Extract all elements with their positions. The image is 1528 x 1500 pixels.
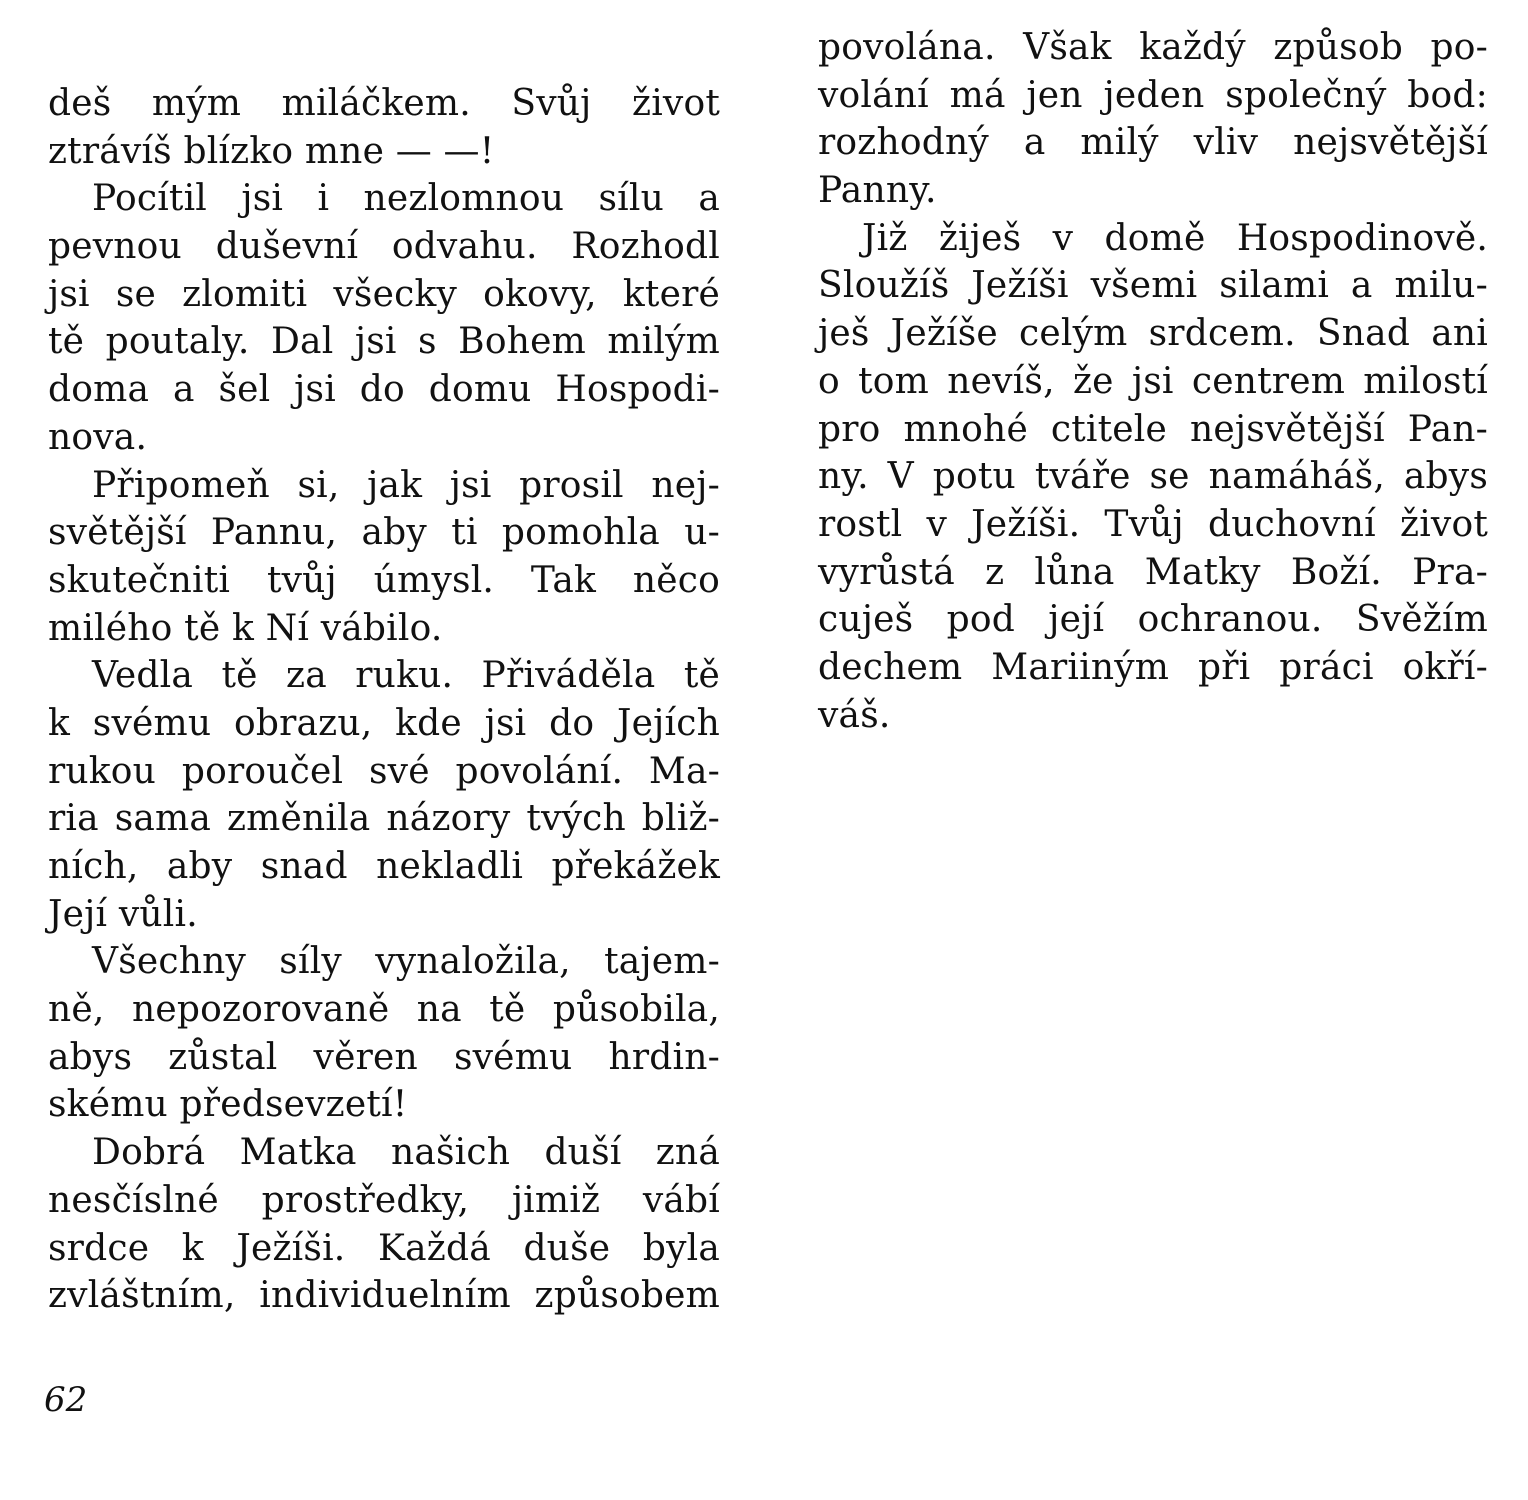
text-line: rozhodný a milý vliv nejsvětější: [818, 122, 1488, 164]
text-line: váš.: [818, 694, 891, 736]
text-line: Její vůli.: [48, 893, 198, 935]
text-line: nova.: [48, 416, 148, 458]
text-line: Panny.: [818, 170, 937, 212]
paragraph: [48, 80, 720, 175]
text-line: pro mnohé ctitele nejsvětější Pan-: [818, 408, 1488, 450]
text-line: o tom nevíš, že jsi centrem milostí: [818, 360, 1488, 402]
text-line: Již žiješ v domě Hospodinově.: [862, 217, 1488, 259]
text-line: doma a šel jsi do domu Hospodi-: [48, 369, 720, 411]
text-line: srdce k Ježíši. Každá duše byla: [48, 1227, 720, 1269]
text-line: deš mým miláčkem. Svůj život: [48, 83, 720, 124]
text-line: ně, nepozorovaně na tě působila,: [48, 989, 720, 1031]
text-line: tě poutaly. Dal jsi s Bohem milým: [48, 321, 720, 363]
text-line: cuješ pod její ochranou. Svěžím: [818, 599, 1488, 641]
paragraph: [48, 652, 720, 938]
paragraph: [48, 175, 720, 461]
text-line: Vedla tě za ruku. Přiváděla tě: [92, 655, 720, 697]
text-line: ria sama změnila názory tvých bliž-: [48, 798, 720, 840]
text-line: volání má jen jeden společný bod:: [818, 74, 1488, 116]
text-line: ních, aby snad nekladli překážek: [48, 846, 720, 887]
left-text-column: [48, 80, 720, 1320]
text-line: skutečniti tvůj úmysl. Tak něco: [48, 559, 720, 601]
text-line: Připomeň si, jak jsi prosil nej-: [92, 464, 720, 506]
paragraph: [48, 1129, 720, 1320]
page-number: 62: [44, 1380, 88, 1420]
right-text-column: [818, 24, 1488, 739]
text-line: Všechny síly vynaložila, tajem-: [92, 941, 720, 983]
text-line: světější Pannu, aby ti pomohla u-: [48, 512, 720, 554]
text-line: rostl v Ježíši. Tvůj duchovní život: [818, 503, 1488, 545]
text-line: Pocítil jsi i nezlomnou sílu a: [92, 178, 720, 220]
paragraph: [818, 24, 1488, 215]
text-line: Sloužíš Ježíši všemi silami a milu-: [818, 265, 1488, 307]
text-line: ztrávíš blízko mne — —!: [48, 130, 495, 172]
paragraph: [48, 938, 720, 1129]
paragraph: [818, 215, 1488, 740]
text-line: jsi se zlomiti všecky okovy, které: [48, 273, 720, 315]
text-line: skému předsevzetí!: [48, 1084, 408, 1126]
text-line: dechem Mariiným při práci okří-: [818, 646, 1488, 688]
paragraph: [48, 462, 720, 653]
text-line: povolána. Však každý způsob po-: [818, 27, 1488, 68]
text-line: zvláštním, individuelním způsobem: [48, 1275, 720, 1317]
text-line: ješ Ježíše celým srdcem. Snad ani: [818, 313, 1488, 355]
text-line: nesčíslné prostředky, jimiž vábí: [48, 1179, 720, 1221]
text-line: milého tě k Ní vábilo.: [48, 607, 443, 649]
text-line: rukou poroučel své povolání. Ma-: [48, 750, 720, 792]
text-line: k svému obrazu, kde jsi do Jejích: [48, 702, 720, 744]
text-line: ny. V potu tváře se namáháš, abys: [818, 456, 1488, 498]
text-line: vyrůstá z lůna Matky Boží. Pra-: [818, 551, 1488, 593]
text-line: abys zůstal věren svému hrdin-: [48, 1036, 720, 1078]
text-line: pevnou duševní odvahu. Rozhodl: [48, 226, 720, 268]
text-line: Dobrá Matka našich duší zná: [92, 1132, 720, 1174]
